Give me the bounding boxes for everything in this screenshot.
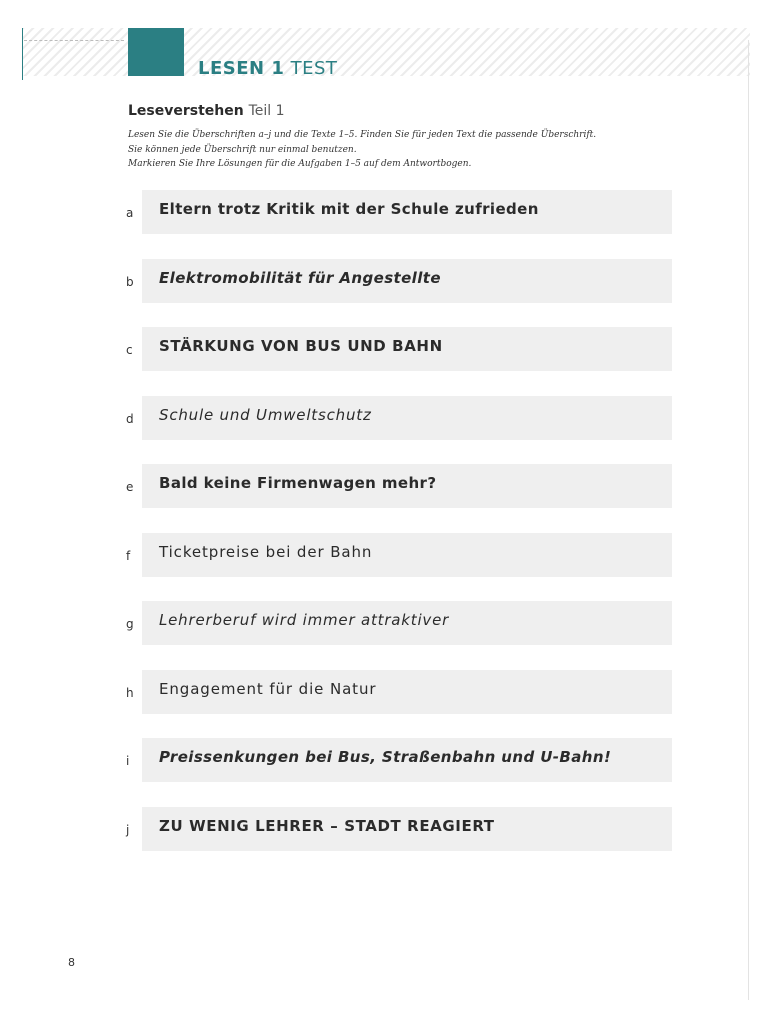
section-title: [128, 103, 285, 119]
page-title-sub: TEST: [290, 58, 338, 79]
headline-box: [142, 327, 672, 371]
headline-box: [142, 259, 672, 303]
section-title-part: Teil 1: [248, 103, 285, 119]
headline-letter: i: [126, 754, 130, 768]
header-color-block: [128, 28, 184, 76]
headline-box: [142, 807, 672, 851]
instruction-line: Markieren Sie Ihre Lösungen für die Aufgaben 1–5 auf dem Antwortbogen.: [128, 159, 472, 169]
headline-text: Eltern trotz Kritik mit der Schule zufrieden: [159, 200, 539, 218]
section-title-main: Leseverstehen: [128, 103, 244, 119]
headline-text: Ticketpreise bei der Bahn: [159, 543, 373, 561]
header-dashed-line: [24, 40, 124, 41]
headline-text: Engagement für die Natur: [159, 680, 377, 698]
headline-letter: b: [126, 275, 134, 289]
headline-letter: c: [126, 343, 133, 357]
headline-text: Elektromobilität für Angestellte: [159, 269, 441, 287]
headline-text: Schule und Umweltschutz: [159, 406, 372, 424]
headline-box: [142, 533, 672, 577]
page-number: 8: [68, 956, 75, 969]
headline-letter: j: [126, 823, 130, 837]
page-title-main: LESEN 1: [198, 58, 285, 79]
headline-text: Preissenkungen bei Bus, Straßenbahn und U-Bahn!: [159, 748, 612, 766]
page-edge: [748, 40, 749, 1000]
instructions: [128, 128, 668, 172]
headline-letter: e: [126, 480, 134, 494]
headline-text: STÄRKUNG VON BUS UND BAHN: [159, 337, 443, 355]
headline-letter: a: [126, 206, 134, 220]
headline-letter: h: [126, 686, 134, 700]
page-title: [198, 58, 337, 79]
headline-box: [142, 601, 672, 645]
headline-box: [142, 190, 672, 234]
headline-text: Bald keine Firmenwagen mehr?: [159, 474, 437, 492]
headline-box: [142, 396, 672, 440]
headline-box: [142, 670, 672, 714]
headline-box: [142, 464, 672, 508]
headline-letter: d: [126, 412, 134, 426]
header-left-line: [22, 28, 23, 80]
instruction-line: Sie können jede Überschrift nur einmal benutzen.: [128, 144, 357, 155]
headline-text: Lehrerberuf wird immer attraktiver: [159, 611, 450, 629]
headline-text: ZU WENIG LEHRER – STADT REAGIERT: [159, 817, 495, 835]
instruction-line: Lesen Sie die Überschriften a–j und die Texte 1–5. Finden Sie für jeden Text die passende Überschrift.: [128, 130, 597, 140]
headline-letter: f: [126, 549, 131, 563]
headline-letter: g: [126, 617, 134, 631]
headline-box: [142, 738, 672, 782]
